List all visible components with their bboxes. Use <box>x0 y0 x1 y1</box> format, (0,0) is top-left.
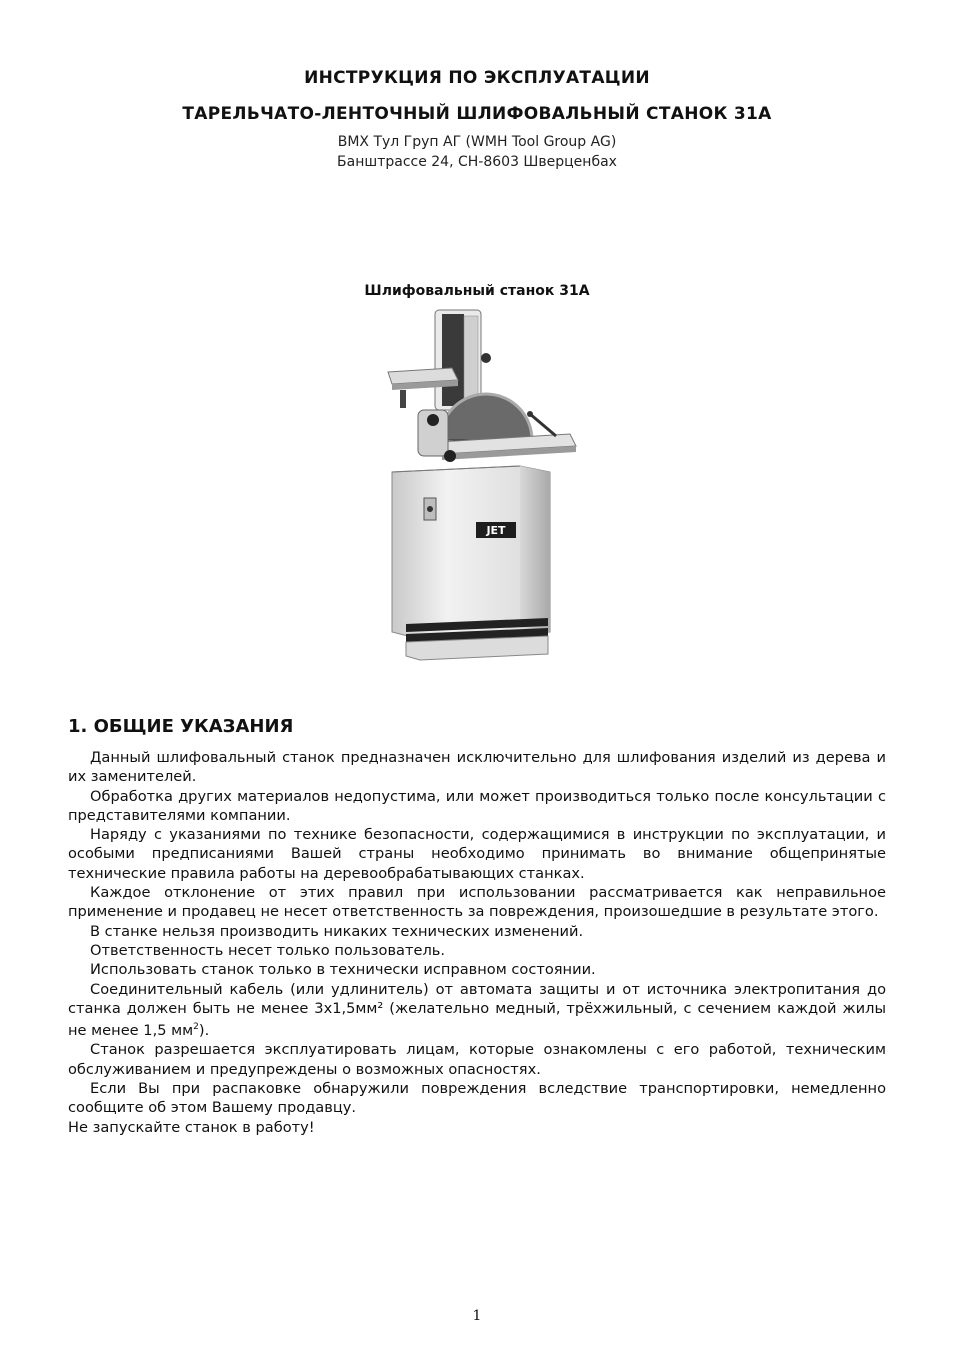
figure-caption: Шлифовальный станок 31А <box>364 283 590 299</box>
company-address: Банштрассе 24, CH-8603 Шверценбах <box>337 154 617 170</box>
paragraph: Каждое отклонение от этих правил при использовании рассматривается как неправильное применение и продавец не несет ответственность за повреждения, произошедшие в результате этого. <box>68 884 886 921</box>
paragraph: Ответственность несет только пользователь. <box>90 941 446 959</box>
paragraph: В станке нельзя производить никаких технических изменений. <box>90 922 584 940</box>
paragraph: Использовать станок только в технически исправном состоянии. <box>90 961 596 979</box>
section-body <box>68 748 886 1137</box>
page-number: 1 <box>472 1308 482 1324</box>
paragraph: Если Вы при распаковке обнаружили повреждения вследствие транспортировки, немедленно сообщите об этом Вашему продавцу. <box>68 1079 886 1117</box>
company-name: ВМХ Тул Груп АГ (WMH Tool Group AG) <box>337 134 617 150</box>
paragraph: Станок разрешается эксплуатировать лицам, которые ознакомлены с его работой, техническим обслуживанием и предупреждены о возможных опасностях. <box>68 1041 886 1078</box>
document-subtitle: ТАРЕЛЬЧАТО-ЛЕНТОЧНЫЙ ШЛИФОВАЛЬНЫЙ СТАНОК 31A <box>182 104 772 124</box>
cable-text: Соединительный кабель (или удлинитель) от автомата защиты и от источника электропитания до станка должен быть не менее 3х1,5мм² (желательно медный, трёхжильный, с сечением каждой жилы не менее 1,5 мм <box>68 980 886 1040</box>
document-title: ИНСТРУКЦИЯ ПО ЭКСПЛУАТАЦИИ <box>304 68 650 88</box>
jet-logo: JET <box>486 524 506 537</box>
sander-machine-image <box>380 306 580 662</box>
paragraph: Наряду с указаниями по технике безопасности, содержащимися в инструкции по эксплуатации, и особыми предписаниями Вашей страны необходимо принимать во внимание общепринятые технические правила работы на деревообрабатывающих станках. <box>68 826 886 882</box>
paragraph: Обработка других материалов недопустима, или может производиться только после консультации с представителями компании. <box>68 787 886 824</box>
cable-text-end: ). <box>198 1022 210 1040</box>
cable-paragraph <box>68 980 886 1041</box>
paragraph: Данный шлифовальный станок предназначен исключительно для шлифования изделий из дерева и их заменителей. <box>68 749 886 786</box>
final-warning: Не запускайте станок в работу! <box>68 1118 315 1136</box>
section-heading: 1. ОБЩИЕ УКАЗАНИЯ <box>68 716 294 737</box>
superscript: 2 <box>193 1022 199 1033</box>
